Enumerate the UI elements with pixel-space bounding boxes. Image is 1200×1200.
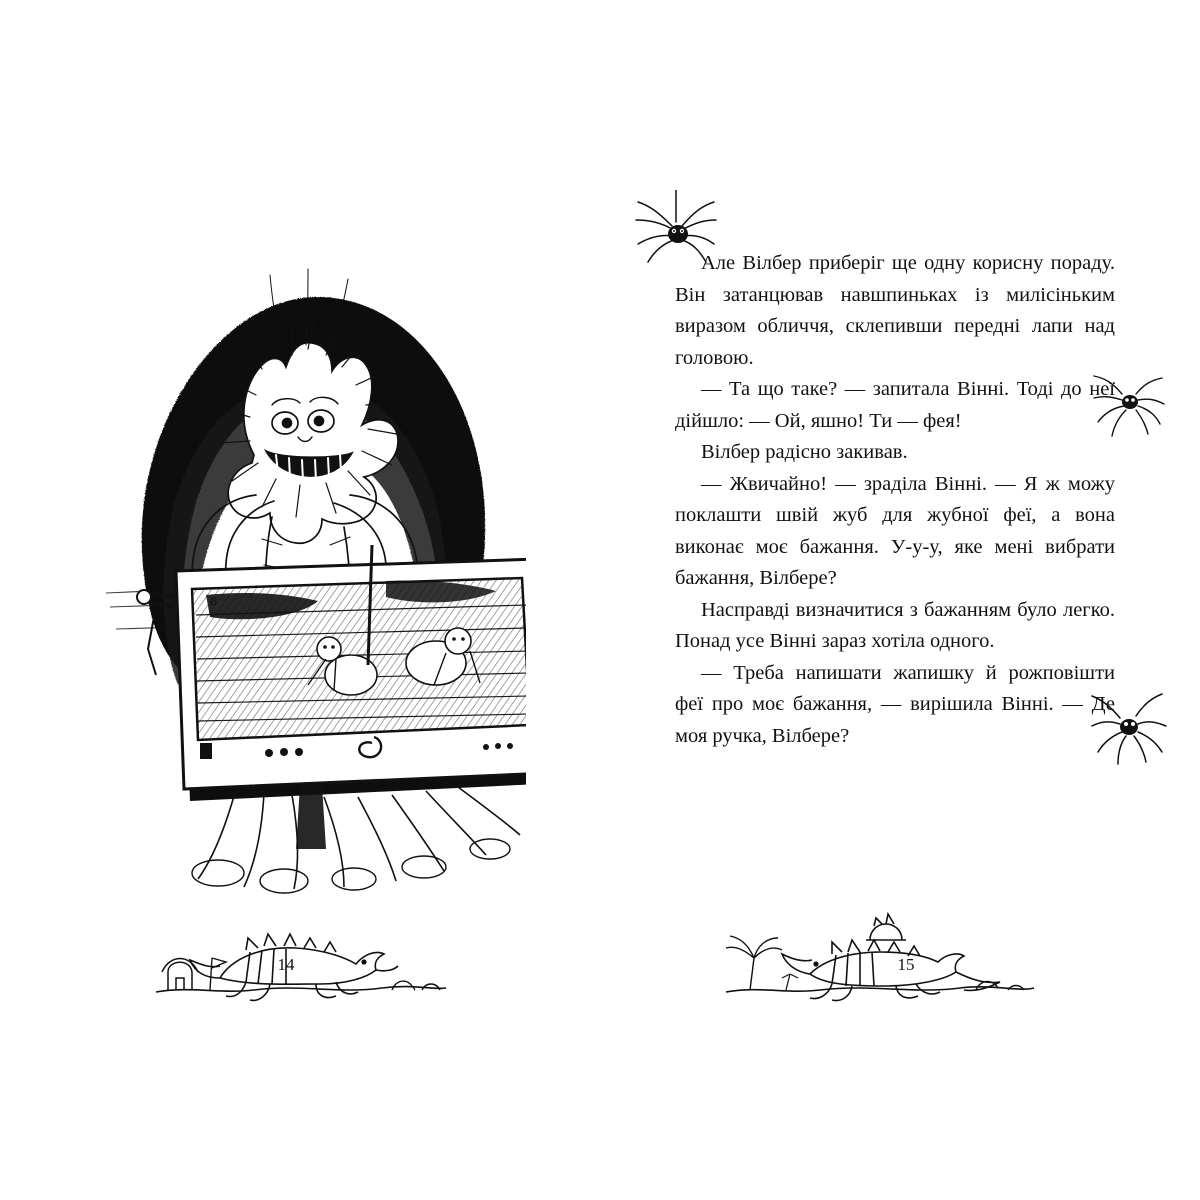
footer-illustration-right (720, 900, 1040, 1010)
paragraph: — Та що таке? — запитала Вінні. Тоді до неї дійшло: — Ой, яшно! Ти — фея! (675, 378, 1115, 432)
tv-brand-label: B (210, 596, 218, 608)
right-page (600, 0, 1200, 1200)
paragraph: Вілбер радісно закивав. (701, 441, 908, 463)
page-number-left: 14 (277, 955, 295, 974)
paragraph: Але Вілбер приберіг ще одну корисну пораду. Він затанцював навшпиньках із милісіньким виразом обличчя, склепивши передні лапи над головою. (675, 252, 1115, 369)
page-number-right: 15 (897, 955, 915, 974)
body-text-column (675, 248, 1115, 752)
paragraph: — Жвичайно! — зраділа Вінні. — Я ж можу поклашти швій жуб для жубної феї, а вона виконає моє бажання. У-у-у, яке мені вибрати бажання, Вілбере? (675, 472, 1115, 589)
cat-television-illustration (86, 245, 526, 905)
paragraph: — Треба напишати жапишку й рожповішти феї про моє бажання, — вирішила Вінні. — Де моя ручка, Вілбере? (675, 661, 1115, 747)
paragraph: Насправді визначитися з бажанням було легко. Понад усе Вінні зараз хотіла одного. (675, 598, 1115, 652)
footer-illustration-left (150, 900, 450, 1010)
